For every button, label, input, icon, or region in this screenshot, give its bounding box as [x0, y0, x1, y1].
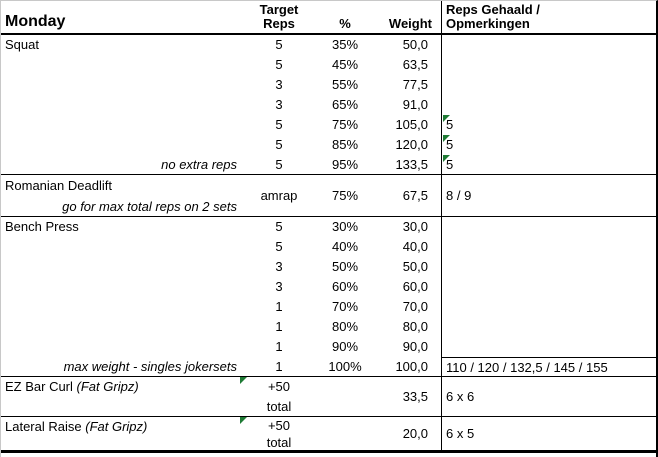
table-row	[1, 115, 656, 135]
cell-target[interactable]: 5	[275, 137, 283, 152]
cell-weight[interactable]: 40,0	[402, 239, 428, 254]
cell-target[interactable]: 5	[275, 57, 283, 72]
cell-exercise[interactable]	[1, 237, 239, 257]
table-row	[1, 297, 656, 317]
cell-result[interactable]	[441, 75, 656, 95]
cell-percent[interactable]: 100%	[328, 359, 362, 374]
cell-target[interactable]: 1	[275, 359, 283, 374]
cell-weight[interactable]: 120,0	[395, 137, 428, 152]
cell-percent[interactable]: 55%	[331, 77, 359, 92]
table-row	[1, 337, 656, 357]
exercise-note: go for max total reps on 2 sets	[62, 199, 237, 214]
sheet-title: Monday	[5, 13, 66, 30]
workout-table	[1, 1, 656, 453]
target-line2: total	[266, 399, 292, 414]
cell-target[interactable]: 5	[275, 239, 283, 254]
cell-result[interactable]	[441, 115, 656, 135]
cell-percent[interactable]: 90%	[331, 339, 359, 354]
result-header-cell[interactable]	[441, 1, 656, 33]
cell-weight[interactable]: 91,0	[402, 97, 428, 112]
exercise-name: Lateral Raise	[5, 419, 82, 434]
cell-result[interactable]	[441, 135, 656, 155]
cell-result[interactable]	[441, 337, 656, 357]
cell-exercise[interactable]	[1, 277, 239, 297]
cell-target[interactable]: 3	[275, 97, 283, 112]
cell-target[interactable]: 5	[275, 219, 283, 234]
cell-result[interactable]	[441, 55, 656, 75]
cell-exercise[interactable]	[1, 337, 239, 357]
exercise-detail: (Fat Gripz)	[76, 379, 139, 394]
cell-exercise[interactable]	[1, 75, 239, 95]
cell-percent[interactable]	[319, 417, 371, 450]
exercise-section-lateral-raise	[1, 416, 656, 450]
cell-percent[interactable]: 40%	[331, 239, 359, 254]
cell-result[interactable]: 8 / 9	[441, 175, 656, 216]
cell-weight[interactable]: 90,0	[402, 339, 428, 354]
cell-exercise[interactable]	[1, 115, 239, 135]
table-row	[1, 217, 656, 237]
cell-percent[interactable]: 95%	[331, 157, 359, 172]
cell-weight[interactable]: 67,5	[402, 188, 428, 203]
cell-exercise[interactable]	[1, 35, 239, 55]
cell-target[interactable]: 3	[275, 259, 283, 274]
cell-exercise[interactable]	[1, 217, 239, 237]
cell-result[interactable]	[441, 277, 656, 297]
cell-percent[interactable]: 75%	[331, 188, 359, 203]
day-header-cell[interactable]	[1, 1, 239, 33]
cell-percent[interactable]: 65%	[331, 97, 359, 112]
cell-exercise[interactable]	[1, 175, 239, 216]
cell-weight[interactable]: 80,0	[402, 319, 428, 334]
cell-result[interactable]	[441, 297, 656, 317]
cell-percent[interactable]: 30%	[331, 219, 359, 234]
table-row	[1, 55, 656, 75]
cell-exercise[interactable]	[1, 297, 239, 317]
exercise-section-romanian-deadlift	[1, 174, 656, 216]
cell-result[interactable]: 6 x 5	[441, 417, 656, 450]
error-flag-icon	[240, 417, 247, 424]
cell-percent[interactable]: 70%	[331, 299, 359, 314]
cell-result[interactable]	[441, 317, 656, 337]
cell-exercise[interactable]	[1, 417, 239, 450]
cell-percent[interactable]	[319, 377, 371, 416]
table-row	[1, 95, 656, 115]
target-reps-header-cell[interactable]	[239, 1, 319, 33]
cell-target[interactable]	[239, 417, 319, 450]
cell-exercise[interactable]	[1, 257, 239, 277]
cell-percent[interactable]: 60%	[331, 279, 359, 294]
exercise-name: Bench Press	[5, 219, 79, 234]
cell-exercise[interactable]	[1, 95, 239, 115]
error-flag-icon	[240, 377, 247, 384]
table-row	[1, 257, 656, 277]
table-row	[1, 155, 656, 174]
cell-weight[interactable]: 33,5	[402, 389, 428, 404]
error-flag-icon	[443, 115, 450, 122]
result-value: 5	[446, 117, 454, 132]
exercise-name: Romanian Deadlift	[5, 178, 112, 193]
cell-result[interactable]	[441, 217, 656, 237]
table-row	[1, 277, 656, 297]
cell-weight[interactable]: 105,0	[395, 117, 428, 132]
cell-note[interactable]: max weight - singles jokersets	[63, 359, 237, 374]
percent-header-label: %	[339, 16, 351, 31]
cell-target[interactable]: 5	[275, 157, 283, 172]
cell-weight[interactable]: 77,5	[402, 77, 428, 92]
cell-percent[interactable]: 85%	[331, 137, 359, 152]
target-line1: +50	[267, 379, 291, 394]
cell-weight[interactable]: 60,0	[402, 279, 428, 294]
table-row	[1, 35, 656, 55]
table-row	[1, 135, 656, 155]
cell-weight[interactable]: 20,0	[402, 426, 428, 441]
header-row	[1, 1, 656, 35]
cell-target[interactable]: 1	[275, 339, 283, 354]
table-row	[1, 75, 656, 95]
cell-weight[interactable]: 50,0	[402, 37, 428, 52]
cell-percent[interactable]: 35%	[331, 37, 359, 52]
cell-result[interactable]	[441, 155, 656, 174]
cell-target[interactable]: 5	[275, 37, 283, 52]
result-value: 5	[446, 137, 454, 152]
table-row	[1, 357, 656, 376]
cell-exercise[interactable]	[1, 317, 239, 337]
cell-percent[interactable]: 50%	[331, 259, 359, 274]
cell-weight[interactable]: 133,5	[395, 157, 428, 172]
error-flag-icon	[443, 135, 450, 142]
cell-percent[interactable]: 75%	[331, 117, 359, 132]
exercise-name: Squat	[5, 37, 39, 52]
table-row	[1, 237, 656, 257]
cell-weight[interactable]: 50,0	[402, 259, 428, 274]
table-row	[1, 317, 656, 337]
cell-weight[interactable]: 100,0	[395, 359, 428, 374]
cell-target[interactable]: 3	[275, 77, 283, 92]
percent-header-cell[interactable]	[319, 1, 371, 33]
result-value: 5	[446, 157, 454, 172]
result-header-line1: Reps Gehaald /	[446, 2, 540, 17]
cell-weight[interactable]: 30,0	[402, 219, 428, 234]
cell-target[interactable]: 1	[275, 299, 283, 314]
cell-weight[interactable]: 63,5	[402, 57, 428, 72]
exercise-section-ez-bar-curl	[1, 376, 656, 416]
cell-target[interactable]: amrap	[260, 188, 298, 203]
cell-percent[interactable]: 80%	[331, 319, 359, 334]
cell-result[interactable]	[441, 35, 656, 55]
exercise-section-bench-press	[1, 216, 656, 376]
cell-result[interactable]: 110 / 120 / 132,5 / 145 / 155	[441, 357, 656, 376]
exercise-section-squat	[1, 35, 656, 174]
cell-result[interactable]	[441, 257, 656, 277]
result-header-line2: Opmerkingen	[446, 16, 530, 31]
target-header-line1: Target	[259, 2, 299, 17]
cell-target[interactable]: 5	[275, 117, 283, 132]
exercise-detail: (Fat Gripz)	[85, 419, 148, 434]
cell-result[interactable]: 6 x 6	[441, 377, 656, 416]
exercise-name: EZ Bar Curl	[5, 379, 73, 394]
cell-target[interactable]: 1	[275, 319, 283, 334]
cell-exercise[interactable]	[1, 55, 239, 75]
cell-exercise[interactable]	[1, 377, 239, 416]
error-flag-icon	[443, 155, 450, 162]
cell-target[interactable]	[239, 377, 319, 416]
target-line1: +50	[267, 418, 291, 433]
cell-weight[interactable]: 70,0	[402, 299, 428, 314]
cell-result[interactable]	[441, 237, 656, 257]
cell-exercise[interactable]	[1, 135, 239, 155]
weight-header-label: Weight	[388, 16, 432, 31]
cell-target[interactable]: 3	[275, 279, 283, 294]
cell-result[interactable]	[441, 95, 656, 115]
target-line2: total	[266, 435, 292, 450]
cell-note[interactable]: no extra reps	[161, 157, 237, 172]
target-header-line2: Reps	[263, 16, 295, 31]
weight-header-cell[interactable]	[371, 1, 441, 33]
cell-percent[interactable]: 45%	[331, 57, 359, 72]
